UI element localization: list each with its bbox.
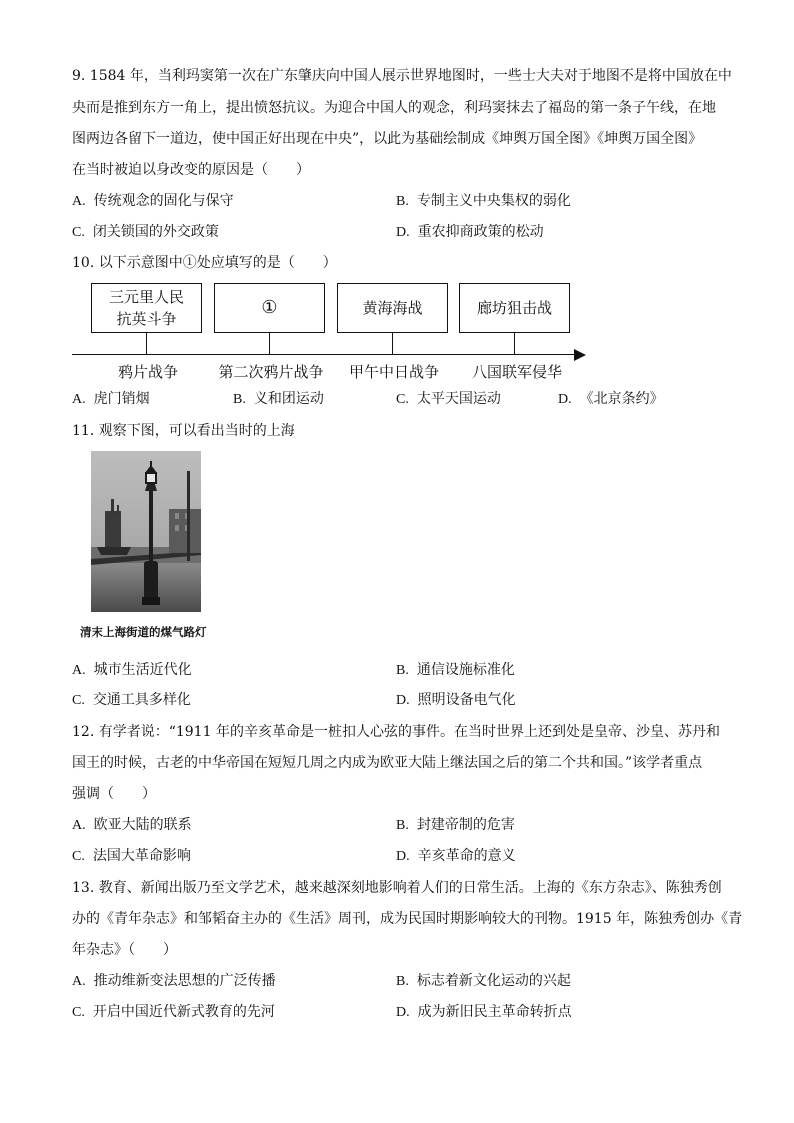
q13-stem-line-1: 13. 教育、新闻出版乃至文学艺术，越来越深刻地影响着人们的日常生活。上海的《东方杂志》、陈独秀创 xyxy=(72,880,722,896)
q9-stem-line-4: 在当时被迫以身改变的原因是（ ） xyxy=(72,162,310,178)
q13-option-b: B. 标志着新文化运动的兴起 xyxy=(396,973,571,989)
q9-stem-line-2: 央而是推到东方一角上，提出愤怒抗议。为迎合中国人的观念，利玛窦抹去了福岛的第一条子午线，在地 xyxy=(72,100,716,116)
photo-caption: 清末上海街道的煤气路灯 xyxy=(80,625,207,639)
q11-stem: 11. 观察下图，可以看出当时的上海 xyxy=(72,423,295,439)
q9-stem-line-3: 图两边各留下一道边，使中国正好出现在中央”，以此为基础绘制成《坤舆万国全图》《坤舆万国全图》 xyxy=(72,131,703,147)
event-box-1: 三元里人民 抗英斗争 xyxy=(91,283,202,333)
event-box-3: 黄海海战 xyxy=(337,283,448,333)
timeline-label-4: 八国联军侵华 xyxy=(471,363,563,381)
timeline-tick xyxy=(146,333,147,355)
timeline-tick xyxy=(392,333,393,355)
q9-option-c: C. 闭关锁国的外交政策 xyxy=(72,224,219,240)
q9-option-d: D. 重农抑商政策的松动 xyxy=(396,224,544,240)
q11-option-b: B. 通信设施标准化 xyxy=(396,662,515,678)
q12-stem-line-3: 强调（ ） xyxy=(72,786,156,802)
q9-stem-line-1: 9. 1584 年，当利玛窦第一次在广东肇庆向中国人展示世界地图时，一些士大夫对于地图不是将中国放在中 xyxy=(72,68,732,84)
q13-stem-line-3: 年杂志》（ ） xyxy=(72,942,177,958)
q11-option-a: A. 城市生活近代化 xyxy=(72,662,192,678)
timeline-tick xyxy=(514,333,515,355)
timeline-axis xyxy=(72,354,576,355)
q12-stem-line-1: 12. 有学者说：“1911 年的辛亥革命是一桩扣人心弦的事件。在当时世界上还到处是皇帝、沙皇、苏丹和 xyxy=(72,724,720,740)
q10-option-a: A. 虎门销烟 xyxy=(72,391,150,407)
q10-option-c: C. 太平天国运动 xyxy=(396,391,501,407)
q11-option-d: D. 照明设备电气化 xyxy=(396,692,516,708)
q12-stem-line-2: 国王的时候，古老的中华帝国在短短几周之内成为欧亚大陆上继法国之后的第二个共和国。”该学者重点 xyxy=(72,755,703,771)
q12-option-d: D. 辛亥革命的意义 xyxy=(396,848,516,864)
timeline-label-2: 第二次鸦片战争 xyxy=(218,363,324,381)
timeline-arrow-icon xyxy=(574,349,586,361)
timeline-tick xyxy=(269,333,270,355)
q12-option-c: C. 法国大革命影响 xyxy=(72,848,191,864)
q13-option-a: A. 推动维新变法思想的广泛传播 xyxy=(72,973,276,989)
q13-stem-line-2: 办的《青年杂志》和邹韬奋主办的《生活》周刊，成为民国时期影响较大的刊物。1915 年，陈独秀创办《青 xyxy=(72,911,743,927)
q9-option-a: A. 传统观念的固化与保守 xyxy=(72,193,234,209)
event-box-2: ① xyxy=(214,283,325,333)
q10-option-d: D. 《北京条约》 xyxy=(558,391,664,407)
q12-option-b: B. 封建帝制的危害 xyxy=(396,817,515,833)
q13-option-c: C. 开启中国近代新式教育的先河 xyxy=(72,1004,275,1020)
q10-option-b: B. 义和团运动 xyxy=(233,391,324,407)
q10-stem: 10. 以下示意图中①处应填写的是（ ） xyxy=(72,255,337,271)
timeline-label-1: 鸦片战争 xyxy=(117,363,179,381)
timeline-label-3: 甲午中日战争 xyxy=(348,363,440,381)
q13-option-d: D. 成为新旧民主革命转折点 xyxy=(396,1004,572,1020)
q11-option-c: C. 交通工具多样化 xyxy=(72,692,191,708)
q12-option-a: A. 欧亚大陆的联系 xyxy=(72,817,192,833)
gas-street-lamp-photo xyxy=(91,451,201,612)
q9-option-b: B. 专制主义中央集权的弱化 xyxy=(396,193,571,209)
event-box-4: 廊坊狙击战 xyxy=(459,283,570,333)
